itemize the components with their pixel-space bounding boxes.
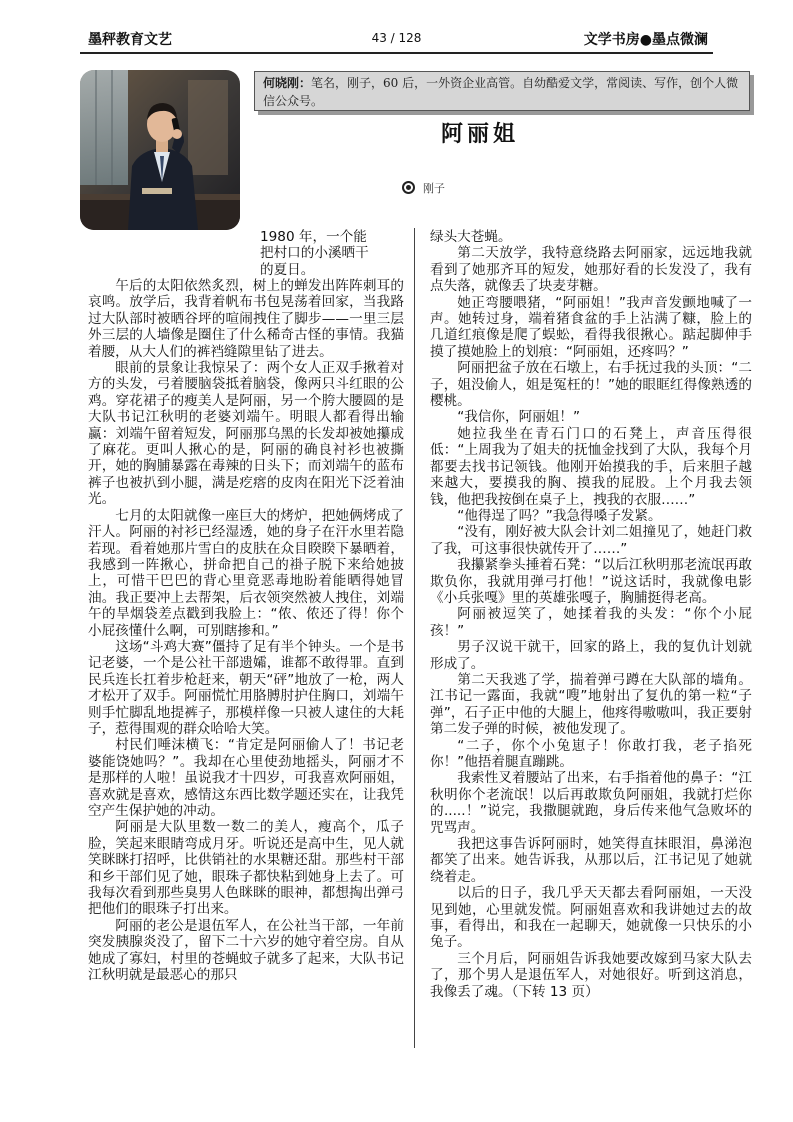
paragraph: 午后的太阳依然炙烈，树上的蝉发出阵阵刺耳的哀鸣。放学后，我背着帆布书包晃荡着回家，当我路过大队部时被晒谷坪的喧闹拽住了脚步——一里三层外三层的人墙像是圈住了什么稀奇古怪的事情。我猫着腰，从大人们的裤裆缝隙里钻了进去。 xyxy=(88,278,404,360)
author-bio-box xyxy=(254,71,750,111)
paragraph: 以后的日子，我几乎天天都去看阿丽姐，一天没见到她，心里就发慌。阿丽姐喜欢和我讲她过去的故事，看得出，和我在一起聊天，她就像一只快乐的小兔子。 xyxy=(430,885,752,951)
paragraph: 眼前的景象让我惊呆了：两个女人正双手揪着对方的头发，弓着腰脑袋抵着脑袋，像两只斗红眼的公鸡。穿花裙子的瘦美人是阿丽，另一个胯大腰圆的是大队书记江秋明的老婆刘端午。明眼人都看得出输赢：刘端午留着短发，阿丽那乌黑的长发却被她攥成了麻花。更叫人揪心的是，阿丽的确良衬衫也被撕开，她的胸脯暴露在毒辣的日头下；而刘端午的蓝布裤子也被扒到小腿，满是疙瘩的皮肉在阳光下泛着油光。 xyxy=(88,360,404,508)
author-photo xyxy=(80,70,240,230)
page-number: 43 / 128 xyxy=(371,31,422,45)
author-byline: 刚子 xyxy=(423,182,445,195)
section-name: 文学书房●墨点微澜 xyxy=(583,32,708,48)
paragraph: 阿丽是大队里数一数二的美人，瘦高个，瓜子脸，笑起来眼睛弯成月牙。听说还是高中生，见人就笑眯眯打招呼，比供销社的水果糖还甜。那些村干部和乡干部们见了她，眼珠子都快粘到她身上去了。可我每次看到那些臭男人色眯眯的眼神，都想掏出弹弓把他们的眼珠子打出来。 xyxy=(88,819,404,918)
paragraph: 我攥紧拳头捶着石凳：“以后江秋明那老流氓再敢欺负你，我就用弹弓打他！”说这话时，我就像电影《小兵张嘎》里的英雄张嘎子，胸脯挺得老高。 xyxy=(430,557,752,606)
paragraph: 七月的太阳就像一座巨大的烤炉，把她俩烤成了汗人。阿丽的衬衫已经湿透，她的身子在汗水里若隐若现。看着她那片雪白的皮肤在众目睽睽下暴晒着，我感到一阵揪心，拼命把自己的褂子脱下来给她披上，可惜干巴巴的背心里竟恶毒地盼着能晒得她冒油。我正要冲上去帮架，后衣领突然被人拽住，刘端午的旱烟袋差点戳到我脸上：“侬、侬还了得！你个小屁孩懂什么啊，可别瞎掺和。” xyxy=(88,507,404,639)
left-column xyxy=(88,278,404,983)
lead-line: 1980 年，一个能 xyxy=(260,229,367,245)
paragraph: 阿丽把盆子放在石墩上，右手抚过我的头顶：“二子，姐没偷人，姐是冤枉的！”她的眼眶红得像熟透的樱桃。 xyxy=(430,360,752,410)
paragraph: 这场“斗鸡大赛”僵持了足有半个钟头。一个是书记老婆，一个是公社干部遗孀，谁都不敢得罪。直到民兵连长扛着步枪赶来，朝天“砰”地放了一枪，两人才松开了双手。阿丽慌忙用胳膊肘护住胸口，刘端午则手忙脚乱地提裤子，那模样像一只被人逮住的大耗子，惹得围观的群众哈哈大笑。 xyxy=(88,638,404,737)
paragraph: 阿丽被逗笑了，她揉着我的头发：“你个小屁孩！” xyxy=(430,606,752,639)
author-bio-text: 笔名，刚子，60 后，一外资企业高管。自幼酷爱文学，常阅读、写作，创个人微信公众号。 xyxy=(263,76,739,108)
paragraph: 村民们唾沫横飞：“肯定是阿丽偷人了！书记老婆能饶她吗？”。我却在心里使劲地摇头，阿丽才不是那样的人啦！虽说我才十四岁，可我喜欢阿丽姐，喜欢就是喜欢，感情这东西比数学题还实在，让我凭空产生保护她的冲动。 xyxy=(88,737,404,819)
column-divider xyxy=(414,228,415,1048)
byline xyxy=(402,180,445,196)
lead-paragraph xyxy=(260,229,404,278)
magazine-name: 墨秤教育文艺 xyxy=(88,32,172,48)
paragraph: 阿丽的老公是退伍军人，在公社当干部，一年前突发胰腺炎没了，留下二十六岁的她守着空房。自从她成了寡妇，村里的苍蝇蚊子就多了起来，大队书记江秋明就是最恶心的那只 xyxy=(88,917,404,984)
paragraph: “二子，你个小兔崽子！你敢打我，老子掐死你！”他捂着腿直蹦跳。 xyxy=(430,737,752,770)
lead-line: 的夏日。 xyxy=(260,261,315,278)
author-name: 何晓刚： xyxy=(263,76,312,90)
page-header xyxy=(0,0,793,50)
paragraph: “他得逞了吗？”我急得嗓子发紧。 xyxy=(457,507,662,524)
paragraph: 绿头大苍蝇。 xyxy=(430,229,512,245)
right-column xyxy=(430,229,752,1000)
paragraph: 第二天放学，我特意绕路去阿丽家，远远地我就看到了她那齐耳的短发，她那好看的长发没了，我有点失落，就像丢了块麦芽糖。 xyxy=(430,245,752,295)
header-rule xyxy=(80,52,713,54)
article-title: 阿丽姐 xyxy=(440,122,519,147)
paragraph: “没有，刚好被大队会计刘二姐撞见了，她赶门救了我，可这事很快就传开了……” xyxy=(430,524,752,557)
paragraph: “我信你，阿丽姐！” xyxy=(457,409,581,426)
byline-bullet-icon xyxy=(402,181,415,194)
lead-line: 把村口的小溪晒干 xyxy=(260,245,369,262)
paragraph: 男子汉说干就干，回家的路上，我的复仇计划就形成了。 xyxy=(430,639,752,672)
paragraph: 她拉我坐在青石门口的石凳上，声音压得很低：“上周我为了姐夫的抚恤金找到了大队，我每个月都要去找书记领钱。他刚开始摸我的手，后来胆子越来越大，要摸我的胸、摸我的屁股。上个月我去领钱，他把我按倒在桌子上，拽我的衣服……” xyxy=(430,425,752,508)
paragraph: 我把这事告诉阿丽时，她笑得直抹眼泪，鼻涕泡都笑了出来。她告诉我，从那以后，江书记见了她就绕着走。 xyxy=(430,836,752,885)
paragraph: 第二天我逃了学，揣着弹弓蹲在大队部的墙角。江书记一露面，我就“嗖”地射出了复仇的第一粒“子弹”，石子正中他的大腿上，他疼得嗷嗷叫，我正要射第二发子弹的时候，被他发现了。 xyxy=(430,671,752,738)
paragraph: 三个月后，阿丽姐告诉我她要改嫁到马家大队去了，那个男人是退伍军人，对她很好。听到这消息，我像丢了魂。（下转 13 页） xyxy=(430,950,752,1000)
paragraph: 她正弯腰喂猪，“阿丽姐！”我声音发颤地喊了一声。她转过身，端着猪食盆的手上沾满了糠，脸上的几道红痕像是爬了蜈蚣，看得我很揪心。踮起脚伸手摸了摸她脸上的划痕：“阿丽姐，还疼吗？” xyxy=(430,294,752,360)
paragraph: 我索性叉着腰站了出来，右手指着他的鼻子：“江秋明你个老流氓！以后再敢欺负阿丽姐，我就打烂你的.....！”说完，我撒腿就跑，身后传来他气急败坏的咒骂声。 xyxy=(430,770,752,836)
author-photo-image xyxy=(80,70,240,230)
